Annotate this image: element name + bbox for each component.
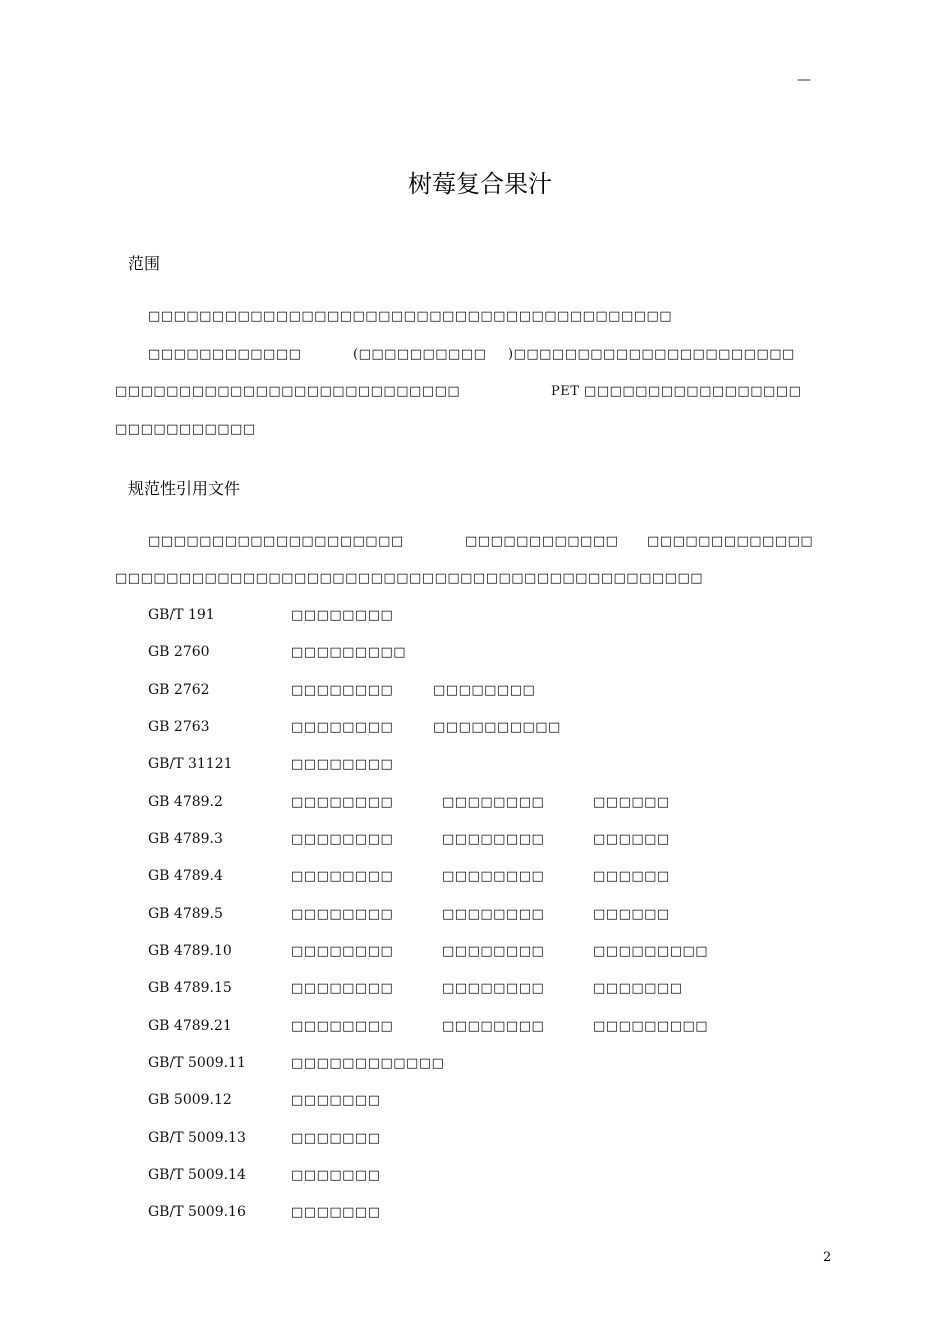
reference-title-part-3: □□□□□□□□□ [593,944,709,959]
reference-title-part-2: □□□□□□□□ [433,683,536,698]
reference-title-part-2: □□□□□□□□ [442,907,545,922]
reference-code: GB/T 5009.11 [148,1055,246,1071]
reference-title: □□□□□□□□ [291,1019,394,1034]
reference-title-part-3: □□□□□□□□□ [593,1019,709,1034]
reference-title: □□□□□□□ [291,1205,381,1220]
reference-title: □□□□□□□□ [291,832,394,847]
scope-line-3a: □□□□□□□□□□□□□□□□□□□□□□□□□□□ [115,384,461,399]
references-intro-1a: □□□□□□□□□□□□□□□□□□□□ [148,534,404,549]
reference-title-part-3: □□□□□□ [593,832,670,847]
reference-title: □□□□□□□□ [291,720,394,735]
page-number: 2 [823,1250,832,1265]
reference-code: GB/T 5009.14 [148,1167,246,1183]
reference-code: GB 2762 [148,682,210,698]
reference-title-part-3: □□□□□□□ [593,981,683,996]
reference-title: □□□□□□□□□ [291,645,407,660]
reference-code: GB 2763 [148,719,210,735]
reference-code: GB 4789.15 [148,980,232,996]
reference-code: GB/T 5009.13 [148,1130,246,1146]
reference-title-part-2: □□□□□□□□□□ [433,720,561,735]
reference-code: GB/T 191 [148,607,215,623]
reference-title-part-3: □□□□□□ [593,869,670,884]
reference-title: □□□□□□□□ [291,608,394,623]
reference-title-part-2: □□□□□□□□ [442,944,545,959]
references-intro-1b: □□□□□□□□□□□□ [465,534,619,549]
reference-title: □□□□□□□□ [291,869,394,884]
references-intro-1c: □□□□□□□□□□□□□ [647,534,814,549]
reference-title-part-3: □□□□□□ [593,907,670,922]
reference-code: GB 2760 [148,644,210,660]
reference-code: GB 4789.2 [148,794,223,810]
reference-code: GB 4789.21 [148,1018,232,1034]
reference-title: □□□□□□□□□□□□ [291,1056,445,1071]
reference-title: □□□□□□□ [291,1093,381,1108]
reference-code: GB/T 31121 [148,756,233,772]
reference-title: □□□□□□□□ [291,944,394,959]
scope-line-2c: )□□□□□□□□□□□□□□□□□□□□□□ [508,347,795,362]
section-heading-scope: 范围 [128,254,161,273]
reference-title: □□□□□□□□ [291,981,394,996]
reference-code: GB 4789.10 [148,943,232,959]
reference-code: GB/T 5009.16 [148,1204,246,1220]
reference-code: GB 5009.12 [148,1092,232,1108]
reference-code: GB 4789.5 [148,906,223,922]
reference-code: GB 4789.3 [148,831,223,847]
header-mark: — [797,72,811,88]
reference-title-part-2: □□□□□□□□ [442,795,545,810]
scope-line-4: □□□□□□□□□□□ [115,422,256,437]
reference-title: □□□□□□□□ [291,683,394,698]
reference-title-part-3: □□□□□□ [593,795,670,810]
reference-title: □□□□□□□□ [291,757,394,772]
reference-title: □□□□□□□ [291,1168,381,1183]
scope-line-2b: (□□□□□□□□□□ [353,347,487,362]
reference-title: □□□□□□□□ [291,907,394,922]
references-intro-2: □□□□□□□□□□□□□□□□□□□□□□□□□□□□□□□□□□□□□□□□□□□□□□ [115,571,704,586]
document-title: 树莓复合果汁 [408,170,552,198]
reference-title-part-2: □□□□□□□□ [442,832,545,847]
scope-line-3b: PET □□□□□□□□□□□□□□□□□ [551,384,802,399]
reference-title-part-2: □□□□□□□□ [442,1019,545,1034]
reference-title: □□□□□□□ [291,1131,381,1146]
scope-line-1: □□□□□□□□□□□□□□□□□□□□□□□□□□□□□□□□□□□□□□□□□ [148,309,673,324]
reference-title-part-2: □□□□□□□□ [442,981,545,996]
section-heading-normative-references: 规范性引用文件 [128,479,241,498]
reference-code: GB 4789.4 [148,868,223,884]
reference-title-part-2: □□□□□□□□ [442,869,545,884]
reference-title: □□□□□□□□ [291,795,394,810]
scope-line-2a: □□□□□□□□□□□□ [148,347,302,362]
